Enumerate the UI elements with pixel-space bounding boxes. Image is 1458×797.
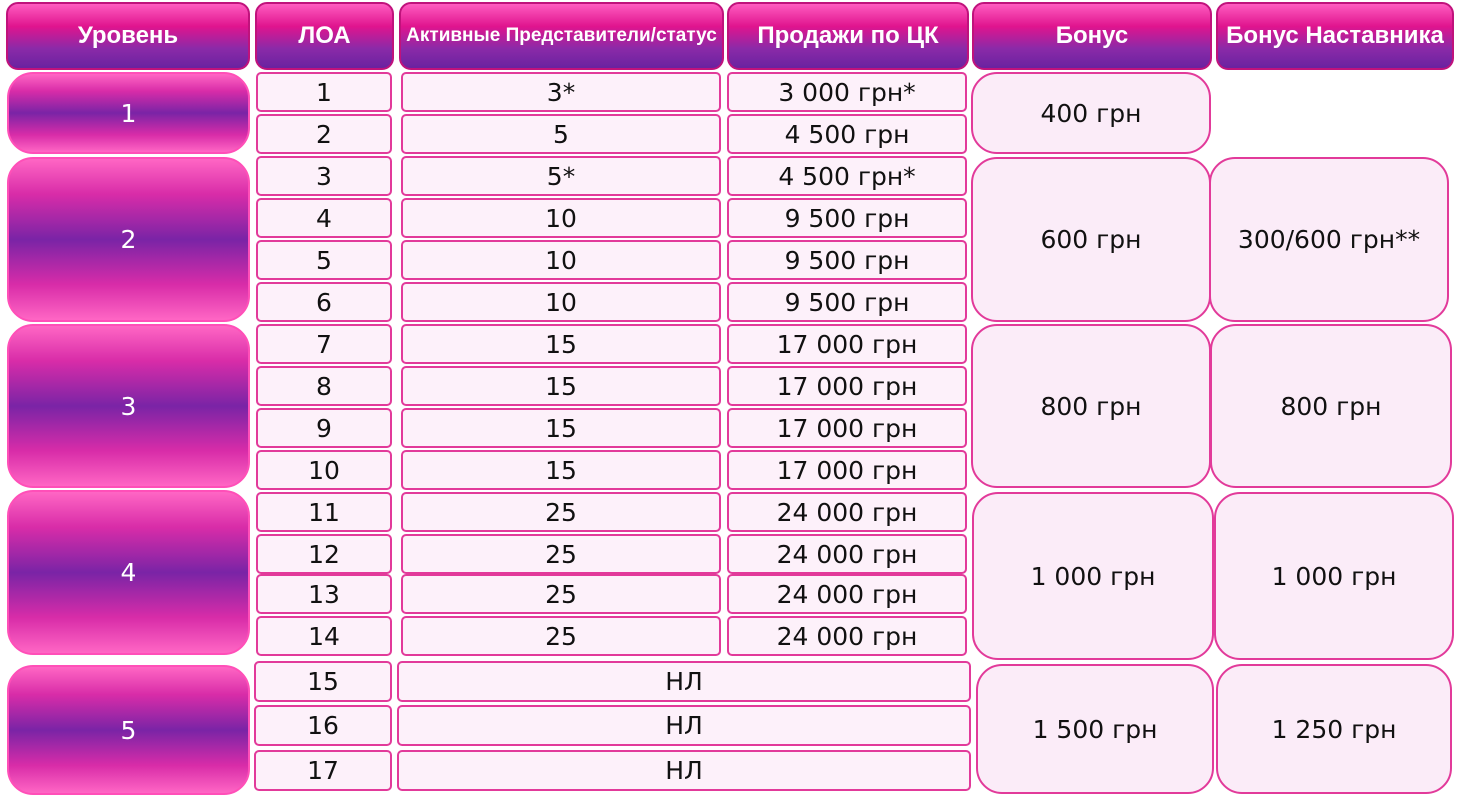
bonus-level-3: 800 грн <box>971 324 1211 488</box>
bonus-level-4: 1 000 грн <box>972 492 1214 660</box>
loa-cell: 13 <box>256 574 392 614</box>
bonus-level-5: 1 500 грн <box>976 664 1214 794</box>
sales-cell: 4 500 грн <box>727 114 967 154</box>
active-representatives-cell: 25 <box>401 534 721 574</box>
active-representatives-cell: 15 <box>401 450 721 490</box>
level-3: 3 <box>7 324 250 488</box>
active-representatives-cell: 15 <box>401 324 721 364</box>
sales-cell: 4 500 грн* <box>727 156 967 196</box>
header-loa: ЛОА <box>255 2 394 70</box>
loa-cell: 3 <box>256 156 392 196</box>
status-merged-cell: НЛ <box>397 705 971 746</box>
bonus-level-1: 400 грн <box>971 72 1211 154</box>
loa-cell: 15 <box>254 661 392 702</box>
loa-cell: 12 <box>256 534 392 574</box>
header-sales: Продажи по ЦК <box>727 2 969 70</box>
level-1: 1 <box>7 72 250 154</box>
active-representatives-cell: 15 <box>401 366 721 406</box>
header-bonus: Бонус <box>972 2 1212 70</box>
loa-cell: 5 <box>256 240 392 280</box>
sales-cell: 17 000 грн <box>727 408 967 448</box>
active-representatives-cell: 15 <box>401 408 721 448</box>
sales-cell: 9 500 грн <box>727 198 967 238</box>
loa-cell: 16 <box>254 705 392 746</box>
active-representatives-cell: 3* <box>401 72 721 112</box>
sales-cell: 17 000 грн <box>727 450 967 490</box>
active-representatives-cell: 10 <box>401 282 721 322</box>
header-mentor-bonus: Бонус Наставника <box>1216 2 1454 70</box>
active-representatives-cell: 25 <box>401 616 721 656</box>
loa-cell: 11 <box>256 492 392 532</box>
loa-cell: 14 <box>256 616 392 656</box>
active-representatives-cell: 5 <box>401 114 721 154</box>
loa-cell: 17 <box>254 750 392 791</box>
loa-cell: 9 <box>256 408 392 448</box>
loa-cell: 4 <box>256 198 392 238</box>
sales-cell: 17 000 грн <box>727 366 967 406</box>
level-4: 4 <box>7 490 250 655</box>
sales-cell: 24 000 грн <box>727 492 967 532</box>
status-merged-cell: НЛ <box>397 661 971 702</box>
mentor-bonus-level-3: 800 грн <box>1210 324 1452 488</box>
loa-cell: 2 <box>256 114 392 154</box>
mentor-bonus-level-5: 1 250 грн <box>1216 664 1452 794</box>
level-5: 5 <box>7 665 250 795</box>
active-representatives-cell: 25 <box>401 574 721 614</box>
bonus-level-2: 600 грн <box>971 157 1211 322</box>
loa-cell: 8 <box>256 366 392 406</box>
active-representatives-cell: 5* <box>401 156 721 196</box>
active-representatives-cell: 10 <box>401 240 721 280</box>
sales-cell: 24 000 грн <box>727 616 967 656</box>
active-representatives-cell: 10 <box>401 198 721 238</box>
sales-cell: 24 000 грн <box>727 574 967 614</box>
sales-cell: 17 000 грн <box>727 324 967 364</box>
loa-cell: 1 <box>256 72 392 112</box>
sales-cell: 3 000 грн* <box>727 72 967 112</box>
loa-cell: 6 <box>256 282 392 322</box>
status-merged-cell: НЛ <box>397 750 971 791</box>
sales-cell: 24 000 грн <box>727 534 967 574</box>
sales-cell: 9 500 грн <box>727 282 967 322</box>
active-representatives-cell: 25 <box>401 492 721 532</box>
loa-cell: 10 <box>256 450 392 490</box>
mentor-bonus-level-2: 300/600 грн** <box>1209 157 1449 322</box>
header-active-representatives: Активные Представители/статус <box>399 2 724 70</box>
mentor-bonus-level-4: 1 000 грн <box>1214 492 1454 660</box>
level-2: 2 <box>7 157 250 322</box>
loa-cell: 7 <box>256 324 392 364</box>
header-level: Уровень <box>6 2 250 70</box>
sales-cell: 9 500 грн <box>727 240 967 280</box>
